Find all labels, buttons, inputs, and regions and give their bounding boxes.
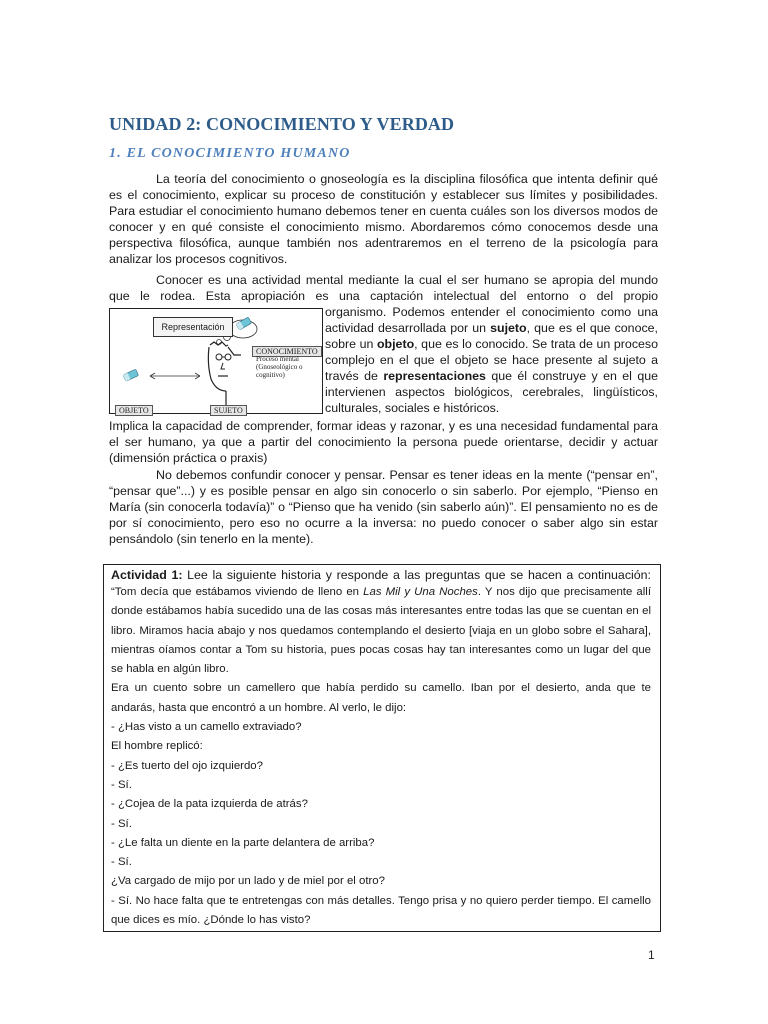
dialogue-line: - Sí.: [111, 856, 132, 869]
paragraph-text: [325, 304, 658, 416]
story-paragraph: - Sí. No hace falta que te entretengas con más detalles. Tengo prisa y no quiero perder tiempo. El camello que dices es mío. ¿Dónde lo has visto?: [111, 894, 651, 927]
subject-label: SUJETO: [210, 405, 247, 416]
knowledge-diagram: [109, 308, 323, 414]
activity-instruction: Lee la siguiente historia y responde a las preguntas que se hacen a continuación:: [182, 568, 651, 582]
dialogue-line: El hombre replicó:: [111, 740, 203, 753]
conocimiento-label: CONOCIMIENTO: [252, 346, 322, 357]
paragraph-conocer-end: [109, 418, 658, 466]
paragraph-line: que le rodea. Esta apropiación es una captación intelectual del entorno o del propio: [109, 289, 658, 303]
unit-title: UNIDAD 2: CONOCIMIENTO Y VERDAD: [109, 114, 455, 134]
object-label: OBJETO: [115, 405, 153, 416]
mental-process-label: Proceso mental (Gnoseológico o cognitivo): [256, 355, 303, 379]
text-run: que él construye y en el que intervienen aspectos biológicos, cerebrales, lingüísticos, culturales, sociales e históricos.: [325, 369, 658, 415]
story-paragraph: Era un cuento sobre un camellero que había perdido su camello. Iban por el desierto, anda que te andarás, hasta que encontró a un hombre. Al verlo, le dijo:: [111, 682, 651, 714]
text-run: “Tom decía que estábamos viviendo de lleno en: [111, 586, 364, 598]
dialogue-line: - ¿Es tuerto del ojo izquierdo?: [111, 759, 263, 772]
term-sujeto: sujeto: [490, 321, 527, 335]
activity-label: Actividad 1:: [111, 568, 183, 582]
text-run: , que es el que conoce, sobre un: [325, 321, 658, 351]
term-objeto: objeto: [376, 337, 415, 351]
section-title: 1. EL CONOCIMIENTO HUMANO: [109, 146, 351, 161]
paragraph-gnoseologia: [109, 171, 658, 267]
dialogue-line: - Sí.: [111, 817, 132, 830]
dialogue-line: - ¿Cojea de la pata izquierda de atrás?: [111, 798, 308, 811]
activity-heading: [111, 567, 651, 583]
dialogue-line: - Sí.: [111, 778, 132, 791]
story-paragraph: [111, 583, 651, 679]
paragraph-conocer-wrap: [325, 304, 658, 416]
paragraph-conocer-intro: [109, 272, 658, 304]
term-representaciones: representaciones: [383, 369, 486, 383]
paragraph-line: Conocer es una actividad mental mediante la cual el ser humano se apropia del mundo: [156, 273, 658, 287]
paragraph-conocer-pensar: [109, 467, 658, 547]
book-title: Las Mil y Una Noches: [363, 586, 478, 598]
dialogue-line: ¿Va cargado de mijo por un lado y de miel por el otro?: [111, 875, 385, 888]
dialogue-line: - ¿Le falta un diente en la parte delantera de arriba?: [111, 836, 375, 849]
dialogue-line: - ¿Has visto a un camello extraviado?: [111, 721, 302, 734]
paragraph-text: Implica la capacidad de comprender, formar ideas y razonar, y es una necesidad fundamental para el ser humano, ya que a partir del conocimiento la persona puede orientarse, decidir y actuar (dimensión práctica o praxis): [109, 419, 658, 465]
text-run: . Y nos dijo que precisamente allí donde estábamos había sucedido una de las cosas más interesantes entre todas las que se cuentan en el libro. Miramos hacia abajo y nos quedamos contemplando el desierto [viaja en un globo sobre el Sahara], mientras oíamos contar a Tom su historia, pues pocas cosas hay tan interesantes como un lugar del que se habla en algún libro.: [111, 586, 651, 676]
representation-label: Representación: [153, 317, 233, 337]
paragraph-text: La teoría del conocimiento o gnoseología es la disciplina filosófica que intenta definir qué es el conocimiento, explicar su proceso de constitución y establecer sus límites y posibilidades. Para estudiar el conocimiento humano debemos tener en cuenta cuáles son los diversos modos de conocer y en qué consiste el conocimiento mismo. Abordaremos cómo conocemos desde una perspectiva filosófica, aunque también nos adentraremos en el terreno de la psicología para analizar los procesos cognitivos.: [109, 172, 658, 266]
page-number: 1: [648, 948, 655, 962]
text-run: , que es lo conocido. Se trata de un proceso complejo en el que el objeto se hace presente al sujeto a través de: [325, 337, 658, 383]
text-run: organismo. Podemos entender el conocimiento como una actividad desarrollada por un: [325, 305, 658, 335]
paragraph-text: No debemos confundir conocer y pensar. Pensar es tener ideas en la mente (“pensar en”, “pensar que”...) y es posible pensar en algo sin conocerlo o sin saberlo. Por ejemplo, “Pienso en María (sin conocerla todavía)” o “Pienso que ha venido (sin saberlo aún)”. El pensamiento no es de por sí conocimiento, pero eso no ocurre a la inversa: no puedo conocer o saber algo sin estar pensándolo (sin tenerlo en la mente).: [109, 468, 658, 546]
activity-story: [111, 583, 651, 930]
